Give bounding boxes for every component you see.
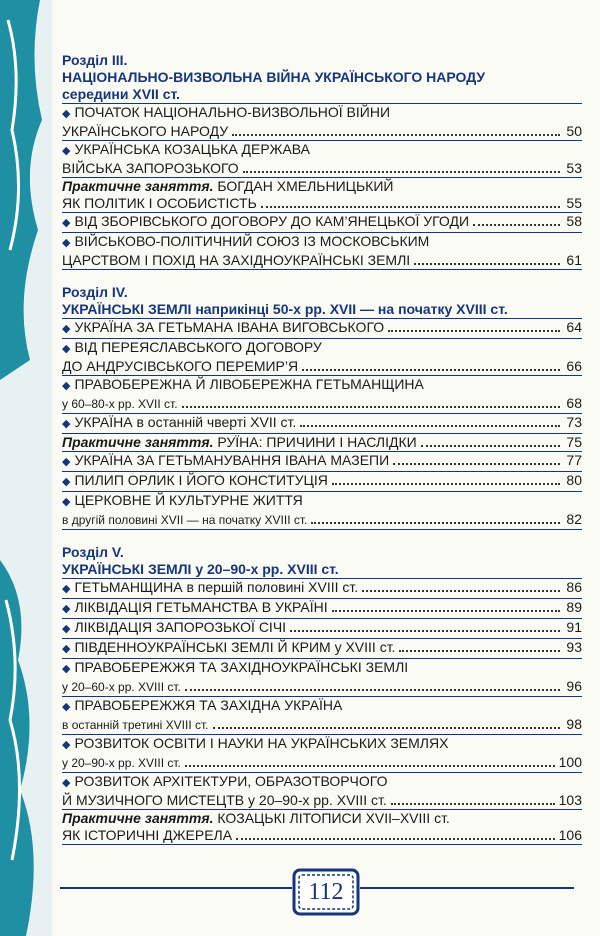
dot-leader xyxy=(302,369,560,371)
toc-entry-line xyxy=(62,716,582,734)
dot-leader xyxy=(300,425,560,427)
toc-entry[interactable] xyxy=(62,339,582,376)
toc-entry-line xyxy=(62,511,582,529)
section-title xyxy=(62,301,582,319)
entry-title: УКРАЇНА ЗА ГЕТЬМАНА ІВАНА ВИГОВСЬКОГО xyxy=(74,319,385,335)
diamond-bullet-icon: ◆ xyxy=(62,643,71,655)
dot-leader xyxy=(311,522,560,524)
toc-entry-line xyxy=(62,827,582,844)
section-title-line: УКРАЇНСЬКІ ЗЕМЛІ у 20–90-х рр. XVIII ст. xyxy=(62,561,339,577)
toc-entry-line xyxy=(62,252,582,269)
diamond-bullet-icon: ◆ xyxy=(62,583,71,595)
page-ref: 82 xyxy=(566,511,582,527)
entry-title: БОГДАН ХМЕЛЬНИЦЬКИЙ xyxy=(217,178,394,194)
page-ref: 77 xyxy=(566,452,582,468)
dot-leader xyxy=(290,630,560,632)
toc-section xyxy=(62,544,582,845)
page-ref: 64 xyxy=(566,319,582,335)
section-title-line: УКРАЇНСЬКІ ЗЕМЛІ наприкінці 50-х рр. XVII — на початку XVIII ст. xyxy=(62,301,508,317)
toc-entry[interactable] xyxy=(62,492,582,530)
toc-entry[interactable] xyxy=(62,434,582,452)
page-ref: 75 xyxy=(566,434,582,450)
dot-leader xyxy=(362,590,560,592)
page-ref: 89 xyxy=(566,599,582,615)
toc-entry-line xyxy=(62,376,582,395)
entry-title: ПРАВОБЕРЕЖНА Й ЛІВОБЕРЕЖНА ГЕТЬМАНЩИНА xyxy=(74,376,424,392)
entry-title: РОЗВИТОК АРХІТЕКТУРИ, ОБРАЗОТВОРЧОГО xyxy=(74,773,388,789)
toc-entry-line xyxy=(62,319,582,338)
toc-entry[interactable] xyxy=(62,376,582,414)
toc-entry-line xyxy=(62,773,582,792)
dot-leader xyxy=(261,206,560,208)
page-ref: 80 xyxy=(566,472,582,488)
entry-title: УКРАЇНА в останній чверті XVII ст. xyxy=(74,414,297,430)
diamond-bullet-icon: ◆ xyxy=(62,496,71,508)
toc-entry-line xyxy=(62,639,582,658)
toc-entry-line xyxy=(62,414,582,433)
toc-entry-line xyxy=(62,160,582,177)
toc-entry[interactable] xyxy=(62,599,582,619)
page-ref: 91 xyxy=(566,619,582,635)
toc-entry[interactable] xyxy=(62,472,582,492)
toc-entry[interactable] xyxy=(62,141,582,178)
page-ref: 53 xyxy=(566,160,582,176)
diamond-bullet-icon: ◆ xyxy=(62,217,71,229)
dot-leader xyxy=(391,803,555,805)
footer-rule-right xyxy=(360,887,574,889)
entry-title: УКРАЇНА ЗА ГЕТЬМАНУВАННЯ ІВАНА МАЗЕПИ xyxy=(74,452,390,468)
diamond-bullet-icon: ◆ xyxy=(62,603,71,615)
diamond-bullet-icon: ◆ xyxy=(62,108,71,120)
entry-title: ПРАВОБЕРЕЖЖЯ ТА ЗАХІДНОУКРАЇНСЬКІ ЗЕМЛІ xyxy=(74,659,409,675)
entry-title: ПОЧАТОК НАЦІОНАЛЬНО-ВИЗВОЛЬНОЇ ВІЙНИ xyxy=(74,104,391,120)
toc-entry-line xyxy=(62,434,582,451)
entry-title-continued: в другій половині XVII — на початку XVIII ст. xyxy=(62,513,308,527)
toc-entry[interactable] xyxy=(62,104,582,141)
toc-entry-line xyxy=(62,754,582,772)
entry-title-continued: ЯК ІСТОРИЧНІ ДЖЕРЕЛА xyxy=(62,827,233,843)
page-ref: 96 xyxy=(566,678,582,694)
toc-entry-line xyxy=(62,233,582,252)
diamond-bullet-icon: ◆ xyxy=(62,623,71,635)
dot-leader xyxy=(421,445,560,447)
entry-title-continued: Й МУЗИЧНОГО МИСТЕЦТВ у 20–90-х рр. XVIII ст. xyxy=(62,792,387,808)
table-of-contents xyxy=(62,52,582,859)
practical-label: Практичне заняття. xyxy=(62,178,214,194)
diamond-bullet-icon: ◆ xyxy=(62,456,71,468)
toc-entry-line xyxy=(62,492,582,511)
dot-leader xyxy=(399,650,560,652)
entry-title-continued: УКРАЇНСЬКОГО НАРОДУ xyxy=(62,123,229,139)
page-number: 112 xyxy=(308,879,344,905)
toc-entry[interactable] xyxy=(62,659,582,697)
entry-title: РУЇНА: ПРИЧИНИ І НАСЛІДКИ xyxy=(217,434,417,450)
section-label: Розділ ІІІ. xyxy=(62,52,128,68)
toc-entry-line xyxy=(62,697,582,716)
page-ref: 106 xyxy=(558,827,582,843)
dot-leader xyxy=(388,330,560,332)
section-label: Розділ V. xyxy=(62,544,124,560)
toc-entry-line xyxy=(62,358,582,375)
entry-title: ГЕТЬМАНЩИНА в першій половині XVIII ст. xyxy=(74,579,359,595)
page-ref: 93 xyxy=(566,639,582,655)
toc-entry-line xyxy=(62,678,582,696)
toc-entry[interactable] xyxy=(62,639,582,659)
section-title xyxy=(62,561,582,579)
toc-entry-line xyxy=(62,735,582,754)
entry-title-continued: у 20–60-х рр. XVIII ст. xyxy=(62,680,181,694)
toc-entry-line xyxy=(62,659,582,678)
toc-section xyxy=(62,284,582,530)
diamond-bullet-icon: ◆ xyxy=(62,701,71,713)
page-ref: 100 xyxy=(558,754,582,770)
section-title-line: НАЦІОНАЛЬНО-ВИЗВОЛЬНА ВІЙНА УКРАЇНСЬКОГО НАРОДУ xyxy=(62,69,486,85)
toc-entry-line xyxy=(62,213,582,232)
entry-title: ЛІКВІДАЦІЯ ГЕТЬМАНСТВА В УКРАЇНІ xyxy=(74,599,328,615)
toc-entry[interactable] xyxy=(62,579,582,599)
dot-leader xyxy=(332,610,560,612)
page-ref: 86 xyxy=(566,579,582,595)
page-ref: 103 xyxy=(558,792,582,808)
dot-leader xyxy=(332,483,560,485)
toc-entry-line xyxy=(62,395,582,413)
toc-entry-line xyxy=(62,619,582,638)
dot-leader xyxy=(185,689,560,691)
page-ref: 50 xyxy=(566,123,582,139)
dot-leader xyxy=(182,406,560,408)
dot-leader xyxy=(236,838,555,840)
toc-entry-line xyxy=(62,104,582,123)
toc-entry[interactable] xyxy=(62,319,582,339)
entry-title-continued: ДО АНДРУСІВСЬКОГО ПЕРЕМИР’Я xyxy=(62,358,299,374)
diamond-bullet-icon: ◆ xyxy=(62,145,71,157)
dot-leader xyxy=(414,263,560,265)
toc-entry-line xyxy=(62,195,582,212)
page-ref: 61 xyxy=(566,252,582,268)
diamond-bullet-icon: ◆ xyxy=(62,343,71,355)
toc-entry[interactable] xyxy=(62,735,582,773)
practical-label: Практичне заняття. xyxy=(62,810,214,826)
toc-entry-line xyxy=(62,339,582,358)
entry-title: ВІД ПЕРЕЯСЛАВСЬКОГО ДОГОВОРУ xyxy=(74,339,322,355)
entry-title-continued: ЯК ПОЛІТИК І ОСОБИСТІСТЬ xyxy=(62,195,257,211)
dot-leader xyxy=(473,224,560,226)
page-ref: 66 xyxy=(566,358,582,374)
diamond-bullet-icon: ◆ xyxy=(62,476,71,488)
entry-title: ПІВДЕННОУКРАЇНСЬКІ ЗЕМЛІ Й КРИМ у XVIII ст. xyxy=(74,639,396,655)
toc-entry-line xyxy=(62,178,582,195)
dot-leader xyxy=(213,727,561,729)
diamond-bullet-icon: ◆ xyxy=(62,380,71,392)
page-ref: 58 xyxy=(566,213,582,229)
toc-entry-line xyxy=(62,123,582,140)
page-ref: 55 xyxy=(566,195,582,211)
toc-entry[interactable] xyxy=(62,452,582,472)
toc-entry[interactable] xyxy=(62,213,582,233)
toc-entry-line xyxy=(62,792,582,809)
entry-title-continued: ЦАРСТВОМ І ПОХІД НА ЗАХІДНОУКРАЇНСЬКІ ЗЕМЛІ xyxy=(62,252,411,268)
entry-title-continued: в останній третині XVIII ст. xyxy=(62,718,209,732)
toc-entry[interactable] xyxy=(62,619,582,639)
toc-entry[interactable] xyxy=(62,810,582,845)
entry-title-continued: у 60–80-х рр. XVII ст. xyxy=(62,397,178,411)
diamond-bullet-icon: ◆ xyxy=(62,418,71,430)
dot-leader xyxy=(185,765,555,767)
dot-leader xyxy=(393,463,560,465)
toc-entry[interactable] xyxy=(62,233,582,270)
toc-entry[interactable] xyxy=(62,773,582,810)
section-title-line: середини XVII ст. xyxy=(62,86,181,102)
dot-leader xyxy=(243,171,560,173)
toc-entry-line xyxy=(62,452,582,471)
entry-title: КОЗАЦЬКІ ЛІТОПИСИ XVII–XVIII ст. xyxy=(217,810,450,826)
page-ref: 68 xyxy=(566,395,582,411)
entry-title-continued: ВІЙСЬКА ЗАПОРОЗЬКОГО xyxy=(62,160,239,176)
page-ref: 98 xyxy=(566,716,582,732)
diamond-bullet-icon: ◆ xyxy=(62,323,71,335)
toc-entry-line xyxy=(62,599,582,618)
practical-label: Практичне заняття. xyxy=(62,434,214,450)
section-title xyxy=(62,69,582,104)
entry-title: ПИЛИП ОРЛИК І ЙОГО КОНСТИТУЦІЯ xyxy=(74,472,328,488)
diamond-bullet-icon: ◆ xyxy=(62,777,71,789)
entry-title: ЦЕРКОВНЕ Й КУЛЬТУРНЕ ЖИТТЯ xyxy=(74,492,303,508)
toc-entry-line xyxy=(62,579,582,598)
toc-entry-line xyxy=(62,472,582,491)
toc-entry[interactable] xyxy=(62,178,582,213)
toc-entry[interactable] xyxy=(62,697,582,735)
decorative-border-art xyxy=(0,0,52,936)
entry-title: ЛІКВІДАЦІЯ ЗАПОРОЗЬКОЇ СІЧІ xyxy=(74,619,287,635)
toc-entry-line xyxy=(62,810,582,827)
page-ref: 73 xyxy=(566,414,582,430)
toc-entry-line xyxy=(62,141,582,160)
entry-title: ВІД ЗБОРІВСЬКОГО ДОГОВОРУ ДО КАМ’ЯНЕЦЬКОЇ УГОДИ xyxy=(74,213,470,229)
entry-title-continued: у 20–90-х рр. XVIII ст. xyxy=(62,756,181,770)
diamond-bullet-icon: ◆ xyxy=(62,237,71,249)
dot-leader xyxy=(232,134,560,136)
entry-title: РОЗВИТОК ОСВІТИ І НАУКИ НА УКРАЇНСЬКИХ ЗЕМЛЯХ xyxy=(74,735,449,751)
entry-title: ПРАВОБЕРЕЖЖЯ ТА ЗАХІДНА УКРАЇНА xyxy=(74,697,343,713)
entry-title: ВІЙСЬКОВО-ПОЛІТИЧНИЙ СОЮЗ ІЗ МОСКОВСЬКИМ xyxy=(74,233,430,249)
toc-section xyxy=(62,52,582,270)
footer-rule-left xyxy=(60,887,292,889)
diamond-bullet-icon: ◆ xyxy=(62,663,71,675)
diamond-bullet-icon: ◆ xyxy=(62,739,71,751)
entry-title: УКРАЇНСЬКА КОЗАЦЬКА ДЕРЖАВА xyxy=(74,141,311,157)
section-label: Розділ ІV. xyxy=(62,284,128,300)
toc-entry[interactable] xyxy=(62,414,582,434)
